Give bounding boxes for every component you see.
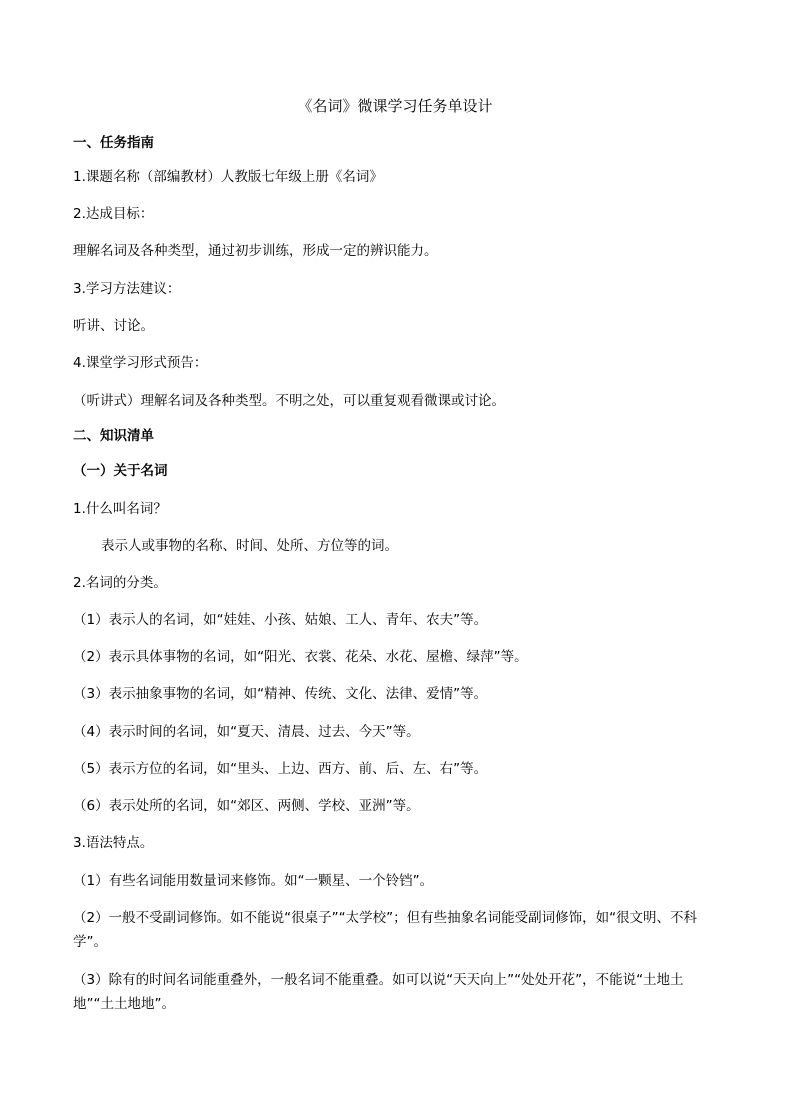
category-item: （2）表示具体事物的名词，如“阳光、衣裳、花朵、水花、屋檐、绿萍”等。 bbox=[73, 649, 528, 665]
category-item: （1）表示人的名词，如“娃娃、小孩、姑娘、工人、青年、农夫”等。 bbox=[73, 612, 488, 628]
question2: 2.名词的分类。 bbox=[73, 575, 167, 591]
feature-item: （3）除有的时间名词能重叠外，一般名词不能重叠。如可以说“天天向上”“处处开花”，不能说“土地土地”“土土地地”。 bbox=[73, 972, 684, 1012]
question1-answer: 表示人或事物的名称、时间、处所、方位等的词。 bbox=[101, 538, 398, 554]
item2-label: 2.达成目标： bbox=[73, 206, 154, 222]
category-item: （6）表示处所的名词，如“郊区、两侧、学校、亚洲”等。 bbox=[73, 798, 420, 814]
category-item: （3）表示抽象事物的名词，如“精神、传统、文化、法律、爱情”等。 bbox=[73, 686, 488, 702]
document-title: 《名词》微课学习任务单设计 bbox=[297, 97, 493, 115]
section1-heading: 一、任务指南 bbox=[73, 135, 154, 151]
item3-label: 3.学习方法建议： bbox=[73, 281, 181, 297]
section2-heading: 二、知识清单 bbox=[73, 428, 154, 444]
item2-text: 理解名词及各种类型，通过初步训练，形成一定的辨识能力。 bbox=[73, 243, 438, 259]
question1: 1.什么叫名词？ bbox=[73, 501, 167, 517]
item1-course-name: 1.课题名称（部编教材）人教版七年级上册《名词》 bbox=[73, 169, 383, 185]
category-item: （4）表示时间的名词，如“夏天、清晨、过去、今天”等。 bbox=[73, 724, 420, 740]
category-item: （5）表示方位的名词，如“里头、上边、西方、前、后、左、右”等。 bbox=[73, 761, 488, 777]
item4-label: 4.课堂学习形式预告： bbox=[73, 355, 208, 371]
subsection1-heading: （一）关于名词 bbox=[73, 463, 168, 479]
item4-text: （听讲式）理解名词及各种类型。不明之处，可以重复观看微课或讨论。 bbox=[73, 393, 505, 409]
item3-text: 听讲、讨论。 bbox=[73, 318, 154, 334]
feature-item: （2）一般不受副词修饰。如不能说“很桌子”“太学校”；但有些抽象名词能受副词修饰，如“很文明、不科学”。 bbox=[73, 910, 698, 950]
question3: 3.语法特点。 bbox=[73, 835, 154, 851]
feature-item: （1）有些名词能用数量词来修饰。如“一颗星、一个铃铛”。 bbox=[73, 873, 434, 889]
